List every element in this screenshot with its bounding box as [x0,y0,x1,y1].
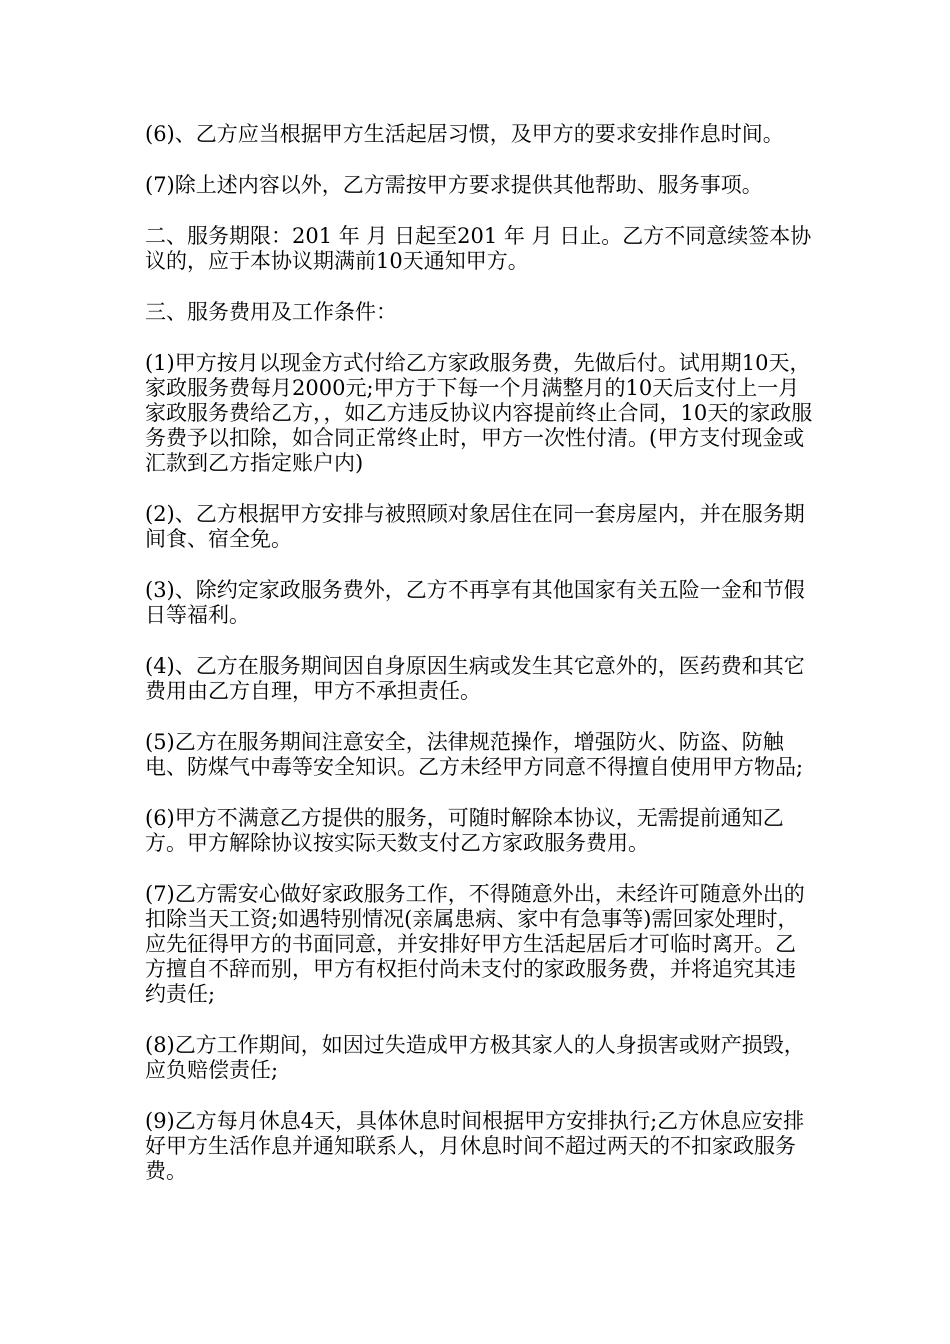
clause-8-liability: (8)乙方工作期间，如因过失造成甲方极其家人的人身损害或财产损毁，应负赔偿责任; [145,1033,805,1082]
clause-5-safety: (5)乙方在服务期间注意安全，法律规范操作，增强防火、防盗、防触电、防煤气中毒等安全知识。乙方未经甲方同意不得擅自使用甲方物品; [145,730,804,779]
clause-9-rest-days: (9)乙方每月休息4天，具体休息时间根据甲方安排执行;乙方休息应安排好甲方生活作息并通知联系人，月休息时间不超过两天的不扣家政服务费。 [145,1109,805,1183]
clause-1-payment: (1)甲方按月以现金方式付给乙方家政服务费，先做后付。试用期10天，家政服务费每月2000元;甲方于下每一个月满整月的10天后支付上一月家政服务费给乙方，，如乙方违反协议内容提前终止合同，10天的家政服务费予以扣除，如合同正常终止时，甲方一次性付清。(甲方支付现金或汇款到乙方指定账户内) [145,351,813,475]
document-body [145,122,815,1184]
clause-7-leave-rules: (7)乙方需安心做好家政服务工作，不得随意外出，未经许可随意外出的扣除当天工资;如遇特别情况(亲属患病、家中有急事等)需回家处理时，应先征得甲方的书面同意，并安排好甲方生活起居后才可临时离开。乙方擅自不辞而别，甲方有权拒付尚未支付的家政服务费，并将追究其违约责任; [145,882,805,1006]
clause-3-benefits: (3)、除约定家政服务费外，乙方不再享有其他国家有关五险一金和节假日等福利。 [145,578,805,627]
section-3-heading: 三、服务费用及工作条件： [145,300,397,324]
clause-2-accommodation: (2)、乙方根据甲方安排与被照顾对象居住在同一套房屋内，并在服务期间食、宿全免。 [145,502,805,551]
clause-7-other-services: (7)除上述内容以外，乙方需按甲方要求提供其他帮助、服务事项。 [145,173,763,197]
clause-6-termination: (6)甲方不满意乙方提供的服务，可随时解除本协议，无需提前通知乙方。甲方解除协议按实际天数支付乙方家政服务费用。 [145,806,784,855]
clause-6-schedule: (6)、乙方应当根据甲方生活起居习惯，及甲方的要求安排作息时间。 [145,122,784,146]
clause-4-medical: (4)、乙方在服务期间因自身原因生病或发生其它意外的，医药费和其它费用由乙方自理，甲方不承担责任。 [145,654,805,703]
section-2-service-term: 二、服务期限：201 年 月 日起至201 年 月 日止。乙方不同意续签本协议的，应于本协议期满前10天通知甲方。 [145,224,812,273]
